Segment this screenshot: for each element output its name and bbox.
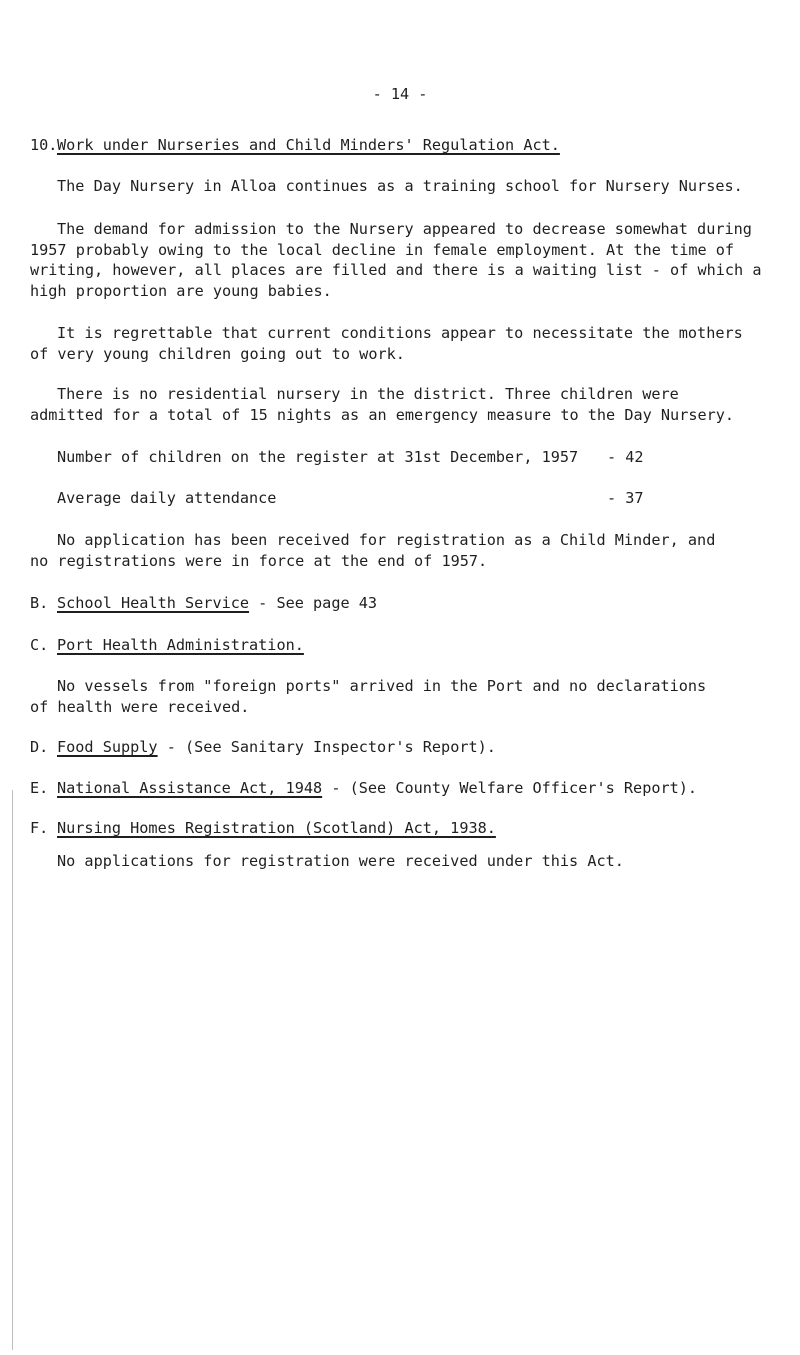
paragraph: The Day Nursery in Alloa continues as a training school for Nursery Nurses. [57,177,743,195]
page-edge-line [12,790,13,1350]
paragraph: It is regrettable that current conditions appear to necessitate the mothers of very young children going out to work. [30,324,743,363]
section-title: National Assistance Act, 1948 [57,779,323,797]
paragraph: The demand for admission to the Nursery appeared to decrease somewhat during 1957 probably owing to the local decline in female employment. At the time of writing, however, all places are filled and there is a waiting list - of which a high proportion are young babies. [30,220,762,300]
section-b-heading: B. School Health Service - See page 43 [30,594,378,612]
section-title: Work under Nurseries and Child Minders' Regulation Act. [57,136,560,154]
section-title: Nursing Homes Registration (Scotland) Act, 1938. [57,819,496,837]
section-e-heading: E. National Assistance Act, 1948 - (See County Welfare Officer's Report). [30,779,698,797]
section-letter: E. [30,779,49,797]
stat-value: - 37 [607,489,644,507]
paragraph: No vessels from "foreign ports" arrived in the Port and no declarations of health were received. [30,677,707,716]
page-number: - 14 - [372,85,428,103]
paragraph: No applications for registration were received under this Act. [57,852,624,870]
paragraph: There is no residential nursery in the district. Three children were admitted for a total of 15 nights as an emergency measure to the Day Nursery. [30,385,735,424]
section-title: School Health Service [57,594,250,612]
section-10-heading [30,135,770,156]
section-letter: C. [30,636,49,654]
section-title: Food Supply [57,738,158,756]
section-d-heading: D. Food Supply - (See Sanitary Inspector's Report). [30,738,496,756]
section-letter: B. [30,594,49,612]
section-letter: F. [30,819,49,837]
section-title: Port Health Administration. [57,636,304,654]
section-letter: D. [30,738,49,756]
section-c-heading [30,635,770,656]
stat-label: Average daily attendance [57,489,277,507]
stat-value: - 42 [607,448,644,466]
section-number: 10. [30,136,58,154]
stat-label: Number of children on the register at 31st December, 1957 [57,448,579,466]
register-count-row [57,447,747,468]
section-f-heading [30,818,770,839]
attendance-row [57,488,747,509]
paragraph: No application has been received for registration as a Child Minder, and no registrations were in force at the end of 1957. [30,531,716,570]
